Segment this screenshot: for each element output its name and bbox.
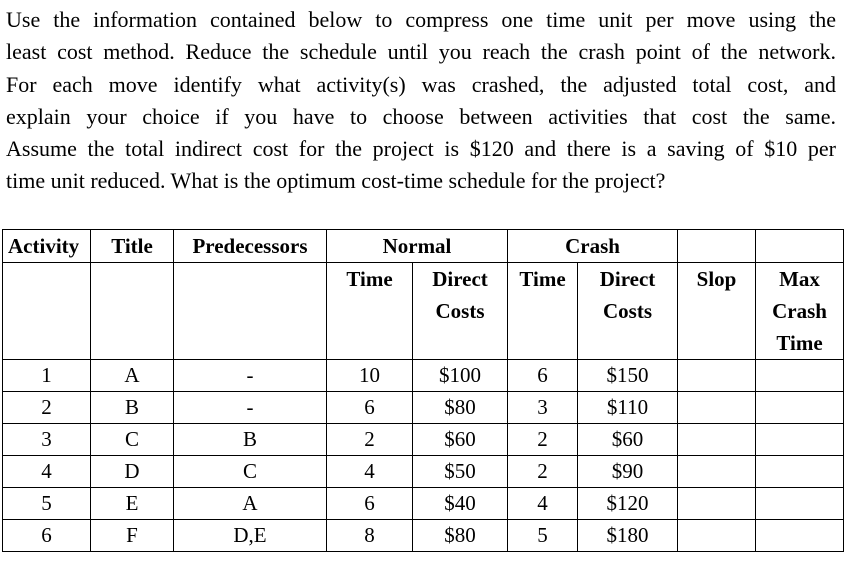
max-crash-cell	[756, 360, 844, 392]
title-cell: A	[91, 360, 174, 392]
max-blank	[756, 230, 844, 263]
table-row	[3, 360, 844, 392]
crash-cost-cell: $110	[578, 392, 678, 424]
activity-header: Activity	[3, 230, 91, 263]
pred-sub-blank	[174, 263, 327, 360]
question-line: time unit reduced. What is the optimum cost-time schedule for the project?	[6, 168, 666, 194]
crash-time-cell: 3	[508, 392, 578, 424]
max-crash-label: Crash	[772, 299, 827, 323]
question-line: explain your choice if you have to choose between activities that cost the same.	[6, 103, 836, 129]
normal-time-cell: 2	[327, 424, 413, 456]
crash-direct-costs-header	[578, 263, 678, 360]
table-row	[3, 424, 844, 456]
activity-sub-blank	[3, 263, 91, 360]
max-time-label: Time	[776, 331, 823, 355]
normal-header: Normal	[327, 230, 508, 263]
slop-header: Slop	[678, 263, 756, 360]
question-line: Use the information contained below to compress one time unit per move using the	[6, 7, 836, 32]
predecessor-cell: -	[174, 392, 327, 424]
crash-cost-cell: $150	[578, 360, 678, 392]
activity-cell: 6	[3, 520, 91, 552]
activity-cell: 4	[3, 456, 91, 488]
title-cell: D	[91, 456, 174, 488]
header-row	[3, 230, 844, 263]
max-crash-cell	[756, 488, 844, 520]
title-sub-blank	[91, 263, 174, 360]
slop-cell	[678, 488, 756, 520]
normal-time-header: Time	[327, 263, 413, 360]
table-row	[3, 456, 844, 488]
normal-cost-cell: $80	[413, 392, 508, 424]
table-row	[3, 520, 844, 552]
normal-time-cell: 10	[327, 360, 413, 392]
crash-cost-cell: $60	[578, 424, 678, 456]
question-text	[6, 4, 836, 198]
crash-costs-label: Costs	[602, 298, 652, 323]
crash-time-header: Time	[508, 263, 578, 360]
max-crash-cell	[756, 456, 844, 488]
max-crash-cell	[756, 520, 844, 552]
activity-table	[2, 229, 844, 552]
normal-cost-cell: $50	[413, 456, 508, 488]
title-cell: C	[91, 424, 174, 456]
normal-time-cell: 8	[327, 520, 413, 552]
slop-cell	[678, 360, 756, 392]
normal-time-cell: 6	[327, 392, 413, 424]
normal-direct-label: Direct	[432, 266, 488, 291]
max-label: Max	[779, 267, 820, 291]
activity-cell: 3	[3, 424, 91, 456]
crash-time-cell: 4	[508, 488, 578, 520]
predecessor-cell: -	[174, 360, 327, 392]
normal-time-cell: 4	[327, 456, 413, 488]
slop-cell	[678, 456, 756, 488]
crash-time-cell: 2	[508, 456, 578, 488]
crash-cost-cell: $180	[578, 520, 678, 552]
activity-cell: 2	[3, 392, 91, 424]
subheader-row	[3, 263, 844, 360]
crash-time-cell: 5	[508, 520, 578, 552]
normal-costs-label: Costs	[435, 298, 485, 323]
crash-direct-label: Direct	[599, 266, 656, 291]
predecessor-cell: B	[174, 424, 327, 456]
activity-cell: 1	[3, 360, 91, 392]
slop-cell	[678, 520, 756, 552]
max-crash-cell	[756, 424, 844, 456]
normal-cost-cell: $100	[413, 360, 508, 392]
question-line: least cost method. Reduce the schedule until you reach the crash point of the network.	[6, 39, 836, 65]
normal-direct-costs-header	[413, 263, 508, 360]
normal-time-cell: 6	[327, 488, 413, 520]
max-crash-time-header	[756, 263, 844, 360]
crash-time-cell: 2	[508, 424, 578, 456]
crash-header: Crash	[508, 230, 678, 263]
crash-cost-cell: $90	[578, 456, 678, 488]
title-cell: F	[91, 520, 174, 552]
activity-cell: 5	[3, 488, 91, 520]
slop-blank	[678, 230, 756, 263]
title-header: Title	[91, 230, 174, 263]
normal-cost-cell: $80	[413, 520, 508, 552]
slop-cell	[678, 392, 756, 424]
table-row	[3, 488, 844, 520]
normal-cost-cell: $40	[413, 488, 508, 520]
title-cell: B	[91, 392, 174, 424]
predecessor-cell: A	[174, 488, 327, 520]
table-row	[3, 392, 844, 424]
max-crash-cell	[756, 392, 844, 424]
normal-cost-cell: $60	[413, 424, 508, 456]
predecessor-cell: D,E	[174, 520, 327, 552]
predecessors-header: Predecessors	[174, 230, 327, 263]
question-line: For each move identify what activity(s) was crashed, the adjusted total cost, and	[6, 71, 836, 97]
crash-time-cell: 6	[508, 360, 578, 392]
question-line: Assume the total indirect cost for the project is $120 and there is a saving of $10 per	[6, 136, 836, 162]
predecessor-cell: C	[174, 456, 327, 488]
title-cell: E	[91, 488, 174, 520]
slop-cell	[678, 424, 756, 456]
crash-cost-cell: $120	[578, 488, 678, 520]
